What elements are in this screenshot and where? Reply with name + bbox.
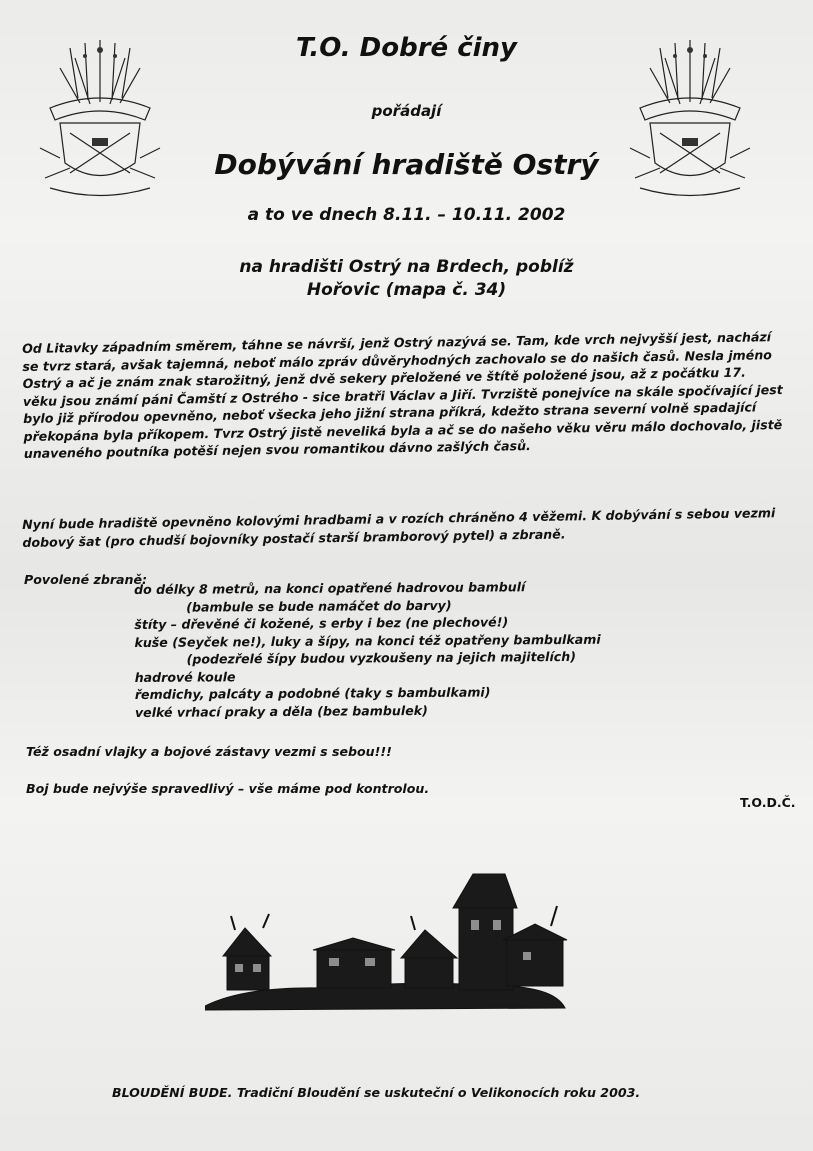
footer-note: BLOUDĚNÍ BUDE. Tradiční Bloudění se uskuteční o Velikonocích roku 2003. xyxy=(112,1085,641,1100)
fortress-village-illustration xyxy=(205,868,577,1018)
event-location xyxy=(0,256,813,302)
list-item: štíty – dřevěné či kožené, s erby i bez (ne plechové!) xyxy=(134,614,509,632)
presents-line: pořádají xyxy=(371,102,442,120)
event-dates: a to ve dnech 8.11. – 10.11. 2002 xyxy=(247,205,566,225)
history-paragraph: Od Litavky západním směrem, táhne se návrší, jenž Ostrý nazývá se. Tam, kde vrch nejvyšší jest, nachází se tvrz stará, avšak tajemná, neboť málo zpráv důvěryhodných zachovalo se do našich časů. Nesla jméno Ostrý a ač je znám znak starožitný, jenž dvě sekery přeložené ve štítě položené jsou, až z počátku 17. věku jsou známí páni Čamští z Ostrého - sice bratři Václav a Jiří. Tvrziště ponejvíce na skále spočívající jest bylo již přírodou opevněno, neboť všecka jeho jižní strana příkrá, kdežto strana severní volně spadající překopána byla příkopem. Tvrz Ostrý jistě neveliká byla a ač se do našeho věku věru málo dochovalo, jistě unaveného poutníka potěší nejen svou romantikou dávno zašlých časů. xyxy=(22,329,783,461)
list-item: velké vrhací praky a děla (bez bambulek) xyxy=(134,702,428,720)
organization-title: T.O. Dobré činy xyxy=(296,33,517,63)
weapons-label: Povolené zbraně: xyxy=(24,572,148,587)
weapons-list xyxy=(134,577,695,721)
location-line-1: na hradišti Ostrý na Brdech, poblíž xyxy=(239,257,574,277)
location-line-2: Hořovic (mapa č. 34) xyxy=(306,280,507,300)
signature: T.O.D.Č. xyxy=(740,795,796,810)
list-item: kuše (Seyček ne!), luky a šípy, na konci též opatřeny bambulkami xyxy=(134,631,601,650)
fairness-note: Boj bude nejvýše spravedlivý – vše máme pod kontrolou. xyxy=(26,781,430,796)
list-item: (podezřelé šípy budou vyzkoušeny na jejich majitelích) xyxy=(186,648,576,667)
list-item: do délky 8 metrů, na konci opatřené hadrovou bambulí xyxy=(134,579,526,597)
list-item: hadrové koule xyxy=(134,668,236,685)
flags-note: Též osadní vlajky a bojové zástavy vezmi s sebou!!! xyxy=(26,744,392,759)
list-item: (bambule se bude namáčet do barvy) xyxy=(186,597,452,615)
list-item: řemdichy, palcáty a podobné (taky s bambulkami) xyxy=(134,684,491,702)
instructions-paragraph: Nyní bude hradiště opevněno kolovými hradbami a v rozích chráněno 4 věžemi. K dobývání s sebou vezmi dobový šat (pro chudší bojovníky postačí starší bramborový pytel) a zbraně. xyxy=(22,505,776,550)
event-title: Dobývání hradiště Ostrý xyxy=(214,148,599,181)
